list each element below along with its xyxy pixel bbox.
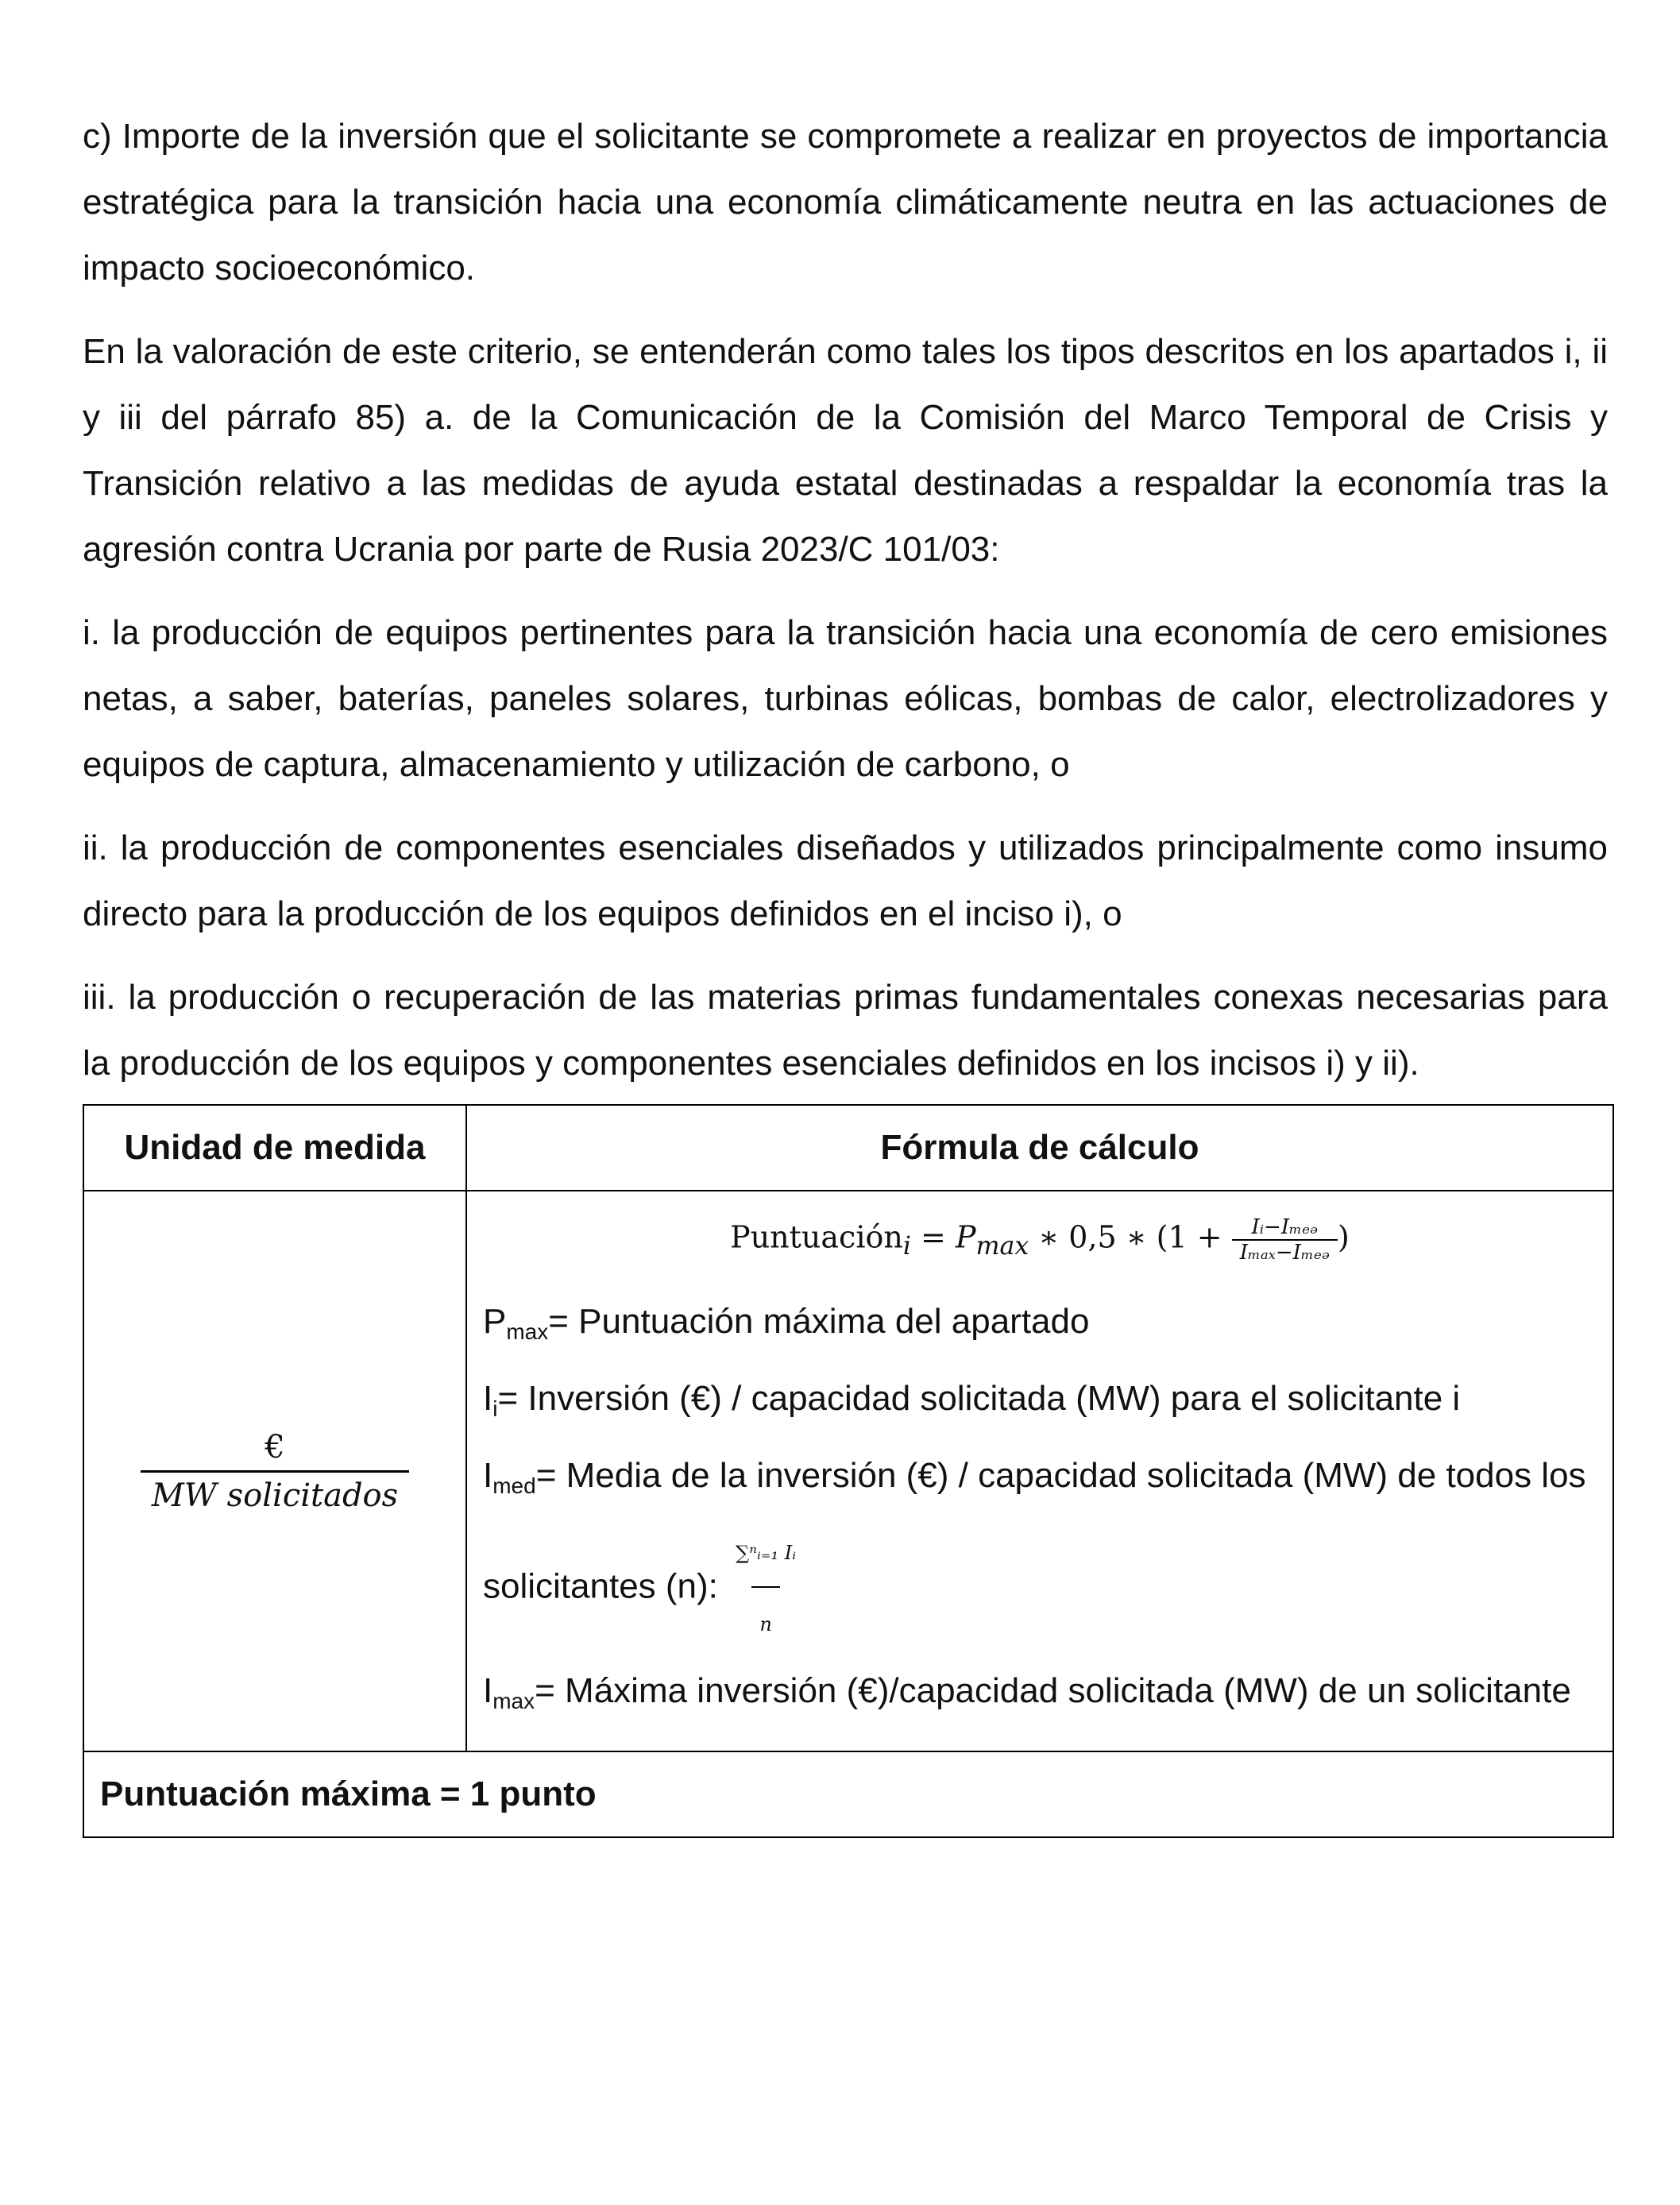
formula-frac-den: Iₘₐₓ−Iₘₑₔ [1232,1239,1338,1265]
def-pmax-sub: max [506,1319,549,1344]
table-footer-row [83,1751,1613,1837]
unit-numerator: € [265,1428,285,1465]
def-ii-sub: i [492,1396,498,1421]
imed-sum-num: ∑ⁿᵢ₌₁ Iᵢ [736,1542,797,1564]
score-formula [483,1215,1597,1265]
formula-lhs-sub: i [902,1232,911,1261]
def-imax-symbol: I [483,1671,493,1710]
def-ii-symbol: I [483,1379,493,1418]
unit-cell [83,1191,466,1751]
definition-imax [483,1658,1597,1735]
max-score: Puntuación máxima = 1 punto [83,1751,1613,1837]
definition-ii [483,1365,1597,1442]
header-unidad: Unidad de medida [83,1105,466,1191]
table-header-row [83,1105,1613,1191]
paragraph-item-i: i. la producción de equipos pertinentes para la transición hacia una economía de cero emisiones netas, a saber, baterías, paneles solares, turbinas eólicas, bombas de calor, electrolizadores y equipos de captura, almacenamiento y utilización de carbono, o [83,613,1608,784]
formula-eq: = [910,1219,956,1255]
imed-sum-den: n [751,1586,779,1658]
def-imed-sub: med [492,1473,536,1498]
unit-fraction [141,1429,409,1514]
def-pmax-symbol: P [483,1302,507,1341]
formula-close: ) [1338,1219,1350,1255]
definition-imed [483,1442,1597,1658]
formula-pmax-sub: max [975,1232,1029,1261]
table-body-row [83,1191,1613,1751]
unit-denominator: MW solicitados [141,1470,409,1514]
criteria-table [83,1104,1614,1838]
paragraph-item-ii: ii. la producción de componentes esenciales diseñados y utilizados principalmente como insumo directo para la producción de los equipos definidos en el inciso i), o [83,828,1608,933]
def-pmax-text: = Puntuación máxima del apartado [548,1302,1090,1341]
paragraph-item-iii: iii. la producción o recuperación de las materias primas fundamentales conexas necesarias para la producción de los equipos y componentes esenciales definidos en los incisos i) y ii). [83,978,1608,1083]
definition-pmax [483,1288,1597,1365]
def-imed-symbol: I [483,1456,493,1495]
formula-middle: ∗ 0,5 ∗ (1 + [1029,1219,1232,1255]
formula-frac-num: Iᵢ−Iₘₑₔ [1251,1215,1319,1239]
def-ii-text: = Inversión (€) / capacidad solicitada (MW) para el solicitante i [497,1379,1461,1418]
paragraph-criterion-c: c) Importe de la inversión que el solicitante se compromete a realizar en proyectos de importancia estratégica para la transición hacia una economía climáticamente neutra en las actuaciones de impacto socioeconómico. [83,117,1608,288]
header-formula: Fórmula de cálculo [466,1105,1613,1191]
paragraph-valoracion: En la valoración de este criterio, se entenderán como tales los tipos descritos en los apartados i, ii y iii del párrafo 85) a. de la Comunicación de la Comisión del Marco Temporal de Crisis y Transición relativo a las medidas de ayuda estatal destinadas a respaldar la economía tras la agresión contra Ucrania por parte de Rusia 2023/C 101/03: [83,332,1608,569]
def-imed-text: = Media de la inversión (€) / capacidad solicitada (MW) de todos los solicitantes (n): [483,1456,1586,1606]
def-imax-sub: max [492,1689,535,1713]
formula-lhs: Puntuación [730,1219,903,1255]
def-imax-text: = Máxima inversión (€)/capacidad solicitada (MW) de un solicitante [535,1671,1571,1710]
document-page [83,103,1608,1838]
formula-fraction [1232,1215,1338,1265]
formula-pmax: P [955,1219,976,1255]
formula-cell [466,1191,1613,1751]
imed-sum-fraction [728,1520,804,1658]
